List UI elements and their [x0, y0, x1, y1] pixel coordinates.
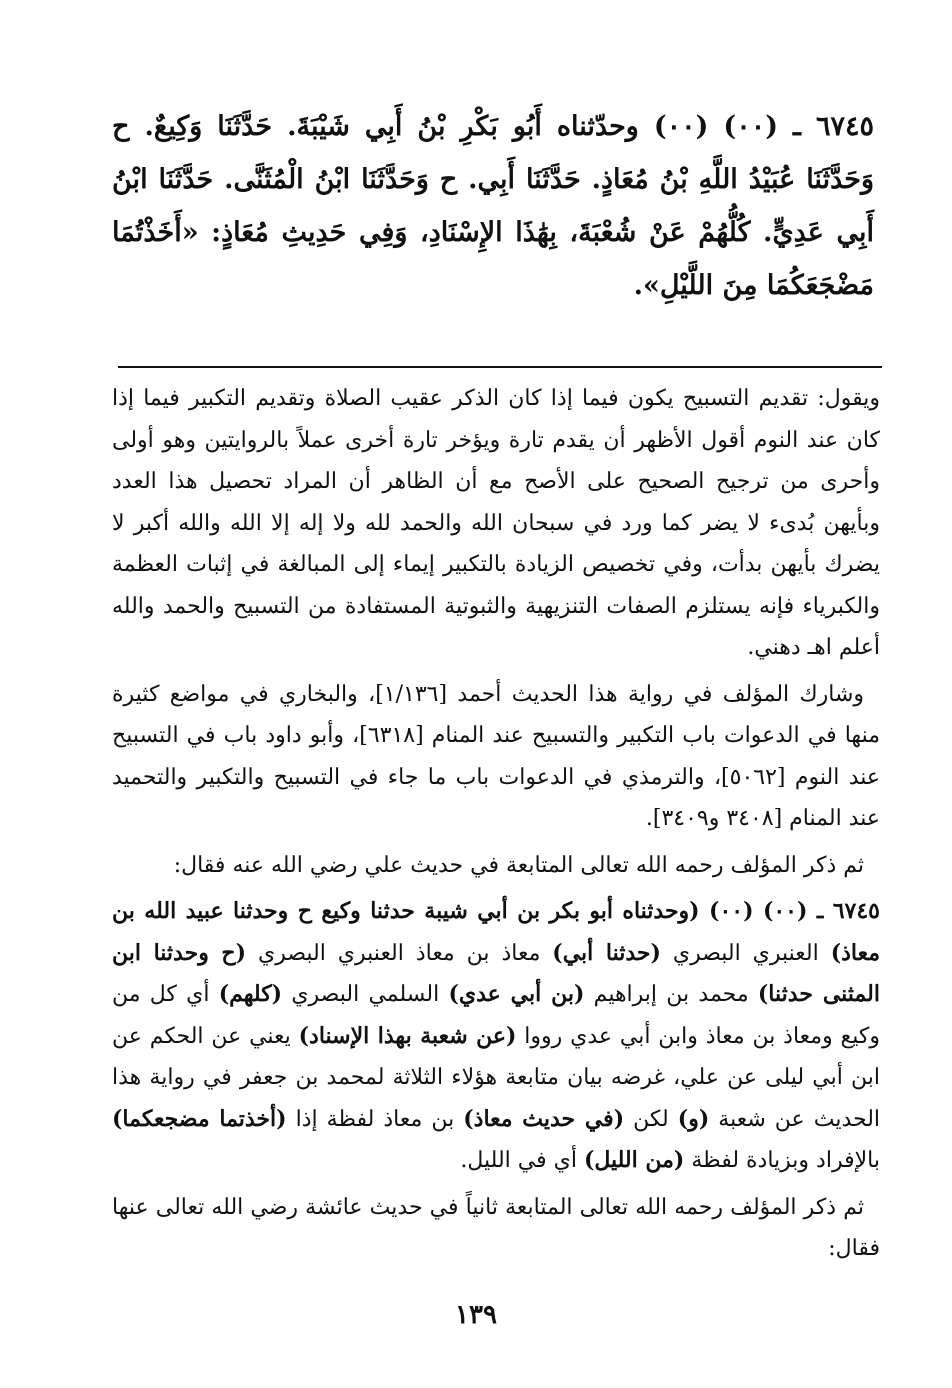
commentary-text: معاذ بن معاذ العنبري البصري: [246, 940, 553, 966]
commentary-paragraph-1: ويقول: تقديم التسبيح يكون فيما إذا كان الذكر عقيب الصلاة وتقديم التكبير فيما إذا كان عند النوم أقول الأظهر أن يقدم تارة ويؤخر تارة أخرى عملاً بالروايتين وهو أولى وأحرى من ترجيح الصحيح على الأصح مع أن الظاهر أن المراد تحصيل هذا العدد وبأيهن بُدىء لا يضر كما ورد في سبحان الله والحمد لله ولا إله إلا الله والله أكبر لا يضرك بأيهن بدأت، وفي تخصيص الزيادة بالتكبير إيماء إلى المبالغة في إثبات العظمة والكبرياء فإنه يستلزم الصفات التنزيهية والثبوتية المستفادة من التسبيح والحمد والله أعلم اهـ دهني.: [112, 386, 880, 660]
hadith-chain-bold: (من الليل): [583, 1147, 685, 1173]
hadith-chain-bold: ٦٧٤٥ ـ (٠٠) (٠٠) (وحدثناه أبو بكر بن أبي شيبة حدثنا وكيع ح وحدثنا عبيد الله بن معاذ): [112, 898, 880, 966]
commentary-block: [112, 378, 880, 1275]
hadith-chain-bold: (حدثنا أبي): [552, 939, 661, 966]
hadith-chain-bold: (ح وحدثنا ابن المثنى حدثنا): [112, 939, 880, 1007]
commentary-text: العنبري البصري: [660, 940, 831, 966]
commentary-paragraph-2: وشارك المؤلف في رواية هذا الحديث أحمد [١/١٣٦]، والبخاري في مواضع كثيرة منها في الدعوات باب التكبير والتسبيح عند المنام [٦٣١٨]، وأبو داود باب في التسبيح عند النوم [٥٠٦٢]، والترمذي في الدعوات باب ما جاء في التسبيح والتكبير والتحميد عند المنام [٣٤٠٨ و٣٤٠٩].: [112, 681, 881, 831]
hadith-chain-bold: (في حديث معاذ): [463, 1105, 625, 1132]
hadith-chain-bold: (بن أبي عدي): [448, 981, 585, 1007]
commentary-text: محمد بن إبراهيم: [584, 982, 758, 1007]
hadith-paragraph: ٦٧٤٥ ـ (٠٠) (٠٠) وحدّثناه أَبُو بَكْرِ بْنُ أَبِي شَيْبَةَ. حَدَّثَنَا وَكِيعٌ. ح وَحَدَّثَنَا عُبَيْدُ اللَّهِ بْنُ مُعَاذٍ. حَدَّثَنَا أَبِي. ح وَحَدَّثَنَا ابْنُ الْمُثَنَّى. حَدَّثَنَا ابْنُ أَبِي عَدِيٍّ. كُلُّهُمْ عَنْ شُعْبَةَ، بِهَٰذَا الإِسْنَادِ، وَفِي حَدِيثِ مُعَاذٍ: «أَخَذْتُمَا مَضْجَعَكُمَا مِنَ اللَّيْلِ».: [112, 111, 874, 301]
hadith-chain-bold: (عن شعبة بهذا الإسناد): [298, 1022, 517, 1049]
commentary-text: يعني عن الحكم عن ابن أبي ليلى عن علي، غرضه بيان متابعة هؤلاء الثلاثة لمحمد بن جعفر في رواية هذا الحديث عن شعبة: [112, 1023, 881, 1132]
hadith-chain-bold: (أخذتما مضجعكما): [112, 1105, 287, 1132]
footnote-separator: [118, 366, 882, 368]
hadith-chain-bold: (كلهم): [218, 981, 283, 1007]
commentary-text: أي في الليل.: [460, 1148, 584, 1173]
hadith-text-block: [112, 100, 874, 312]
commentary-paragraph-4: [112, 891, 880, 1182]
commentary-text: أي كل من وكيع ومعاذ بن معاذ وابن أبي عدي رووا: [112, 982, 880, 1049]
page-number: ١٣٩: [455, 1300, 497, 1330]
commentary-text: بالإفراد وبزيادة لفظة: [684, 1148, 880, 1173]
commentary-text: بن معاذ لفظة إذا: [286, 1106, 464, 1132]
commentary-paragraph-5: ثم ذكر المؤلف رحمه الله تعالى المتابعة ثانياً في حديث عائشة رضي الله تعالى عنها فقال:: [112, 1194, 880, 1261]
commentary-text: السلمي البصري: [282, 982, 449, 1007]
hadith-chain-bold: (و): [677, 1105, 710, 1132]
commentary-paragraph-3: ثم ذكر المؤلف رحمه الله تعالى المتابعة في حديث علي رضي الله عنه فقال:: [173, 852, 864, 878]
commentary-text: لكن: [624, 1106, 678, 1132]
